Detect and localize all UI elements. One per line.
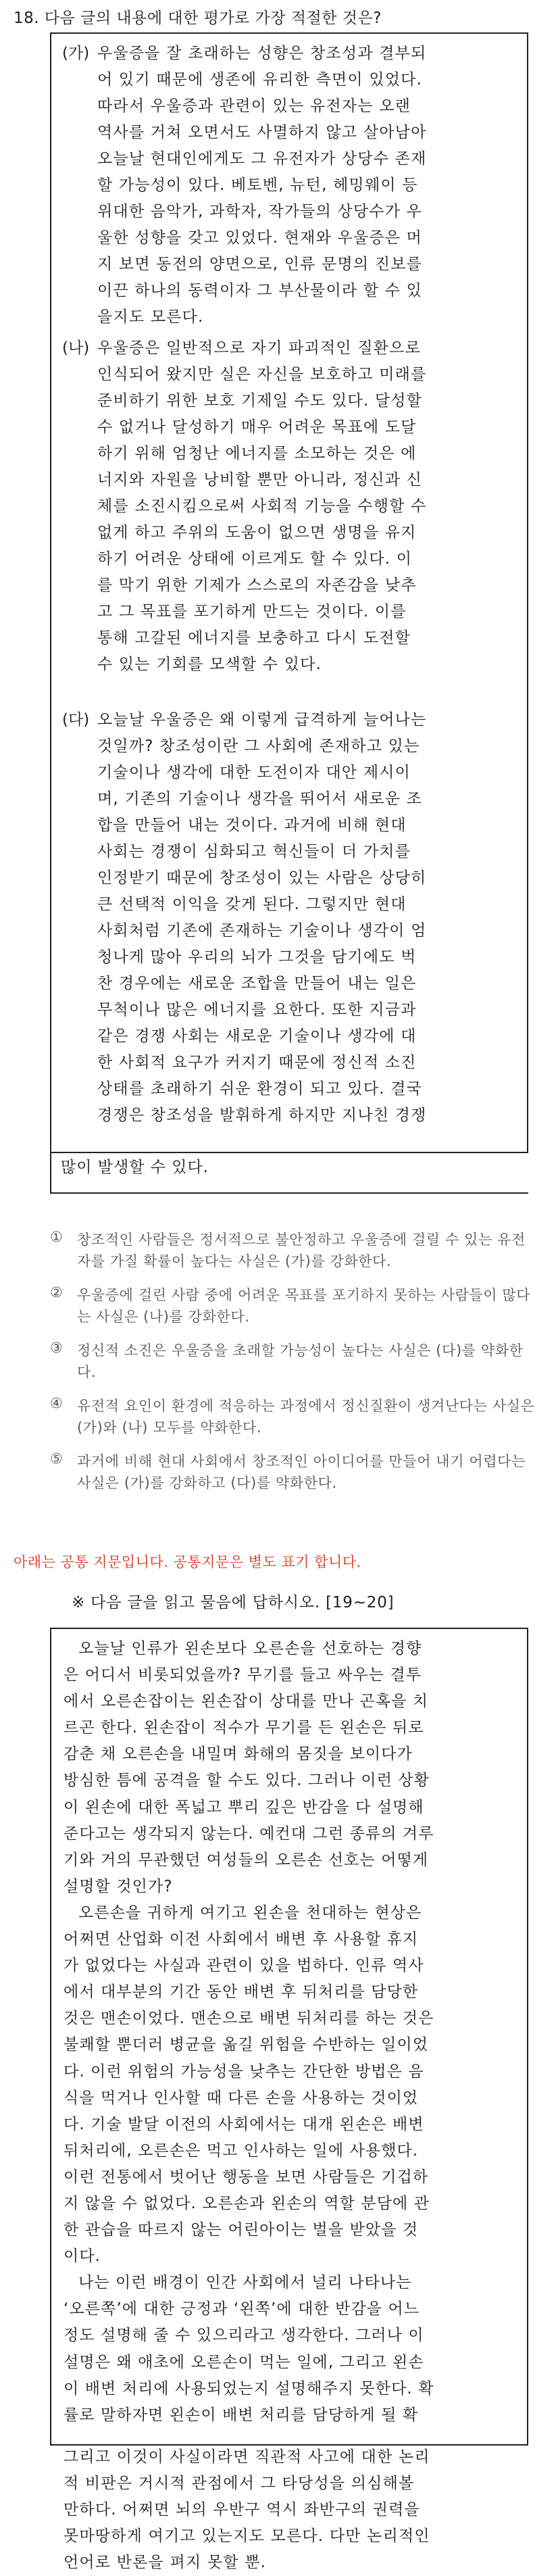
shared-passage-line: 이 왼손에 대한 폭넓고 뿌리 깊은 반감을 다 설명해 xyxy=(64,1798,424,1816)
answer-choice-1[interactable] xyxy=(50,1229,536,1272)
passage-line: 같은 경쟁 사회는 새로운 기술이나 생각에 대 xyxy=(97,1027,417,1045)
passage-line: 합을 만들어 내는 것이다. 과거에 비해 현대 xyxy=(97,817,407,834)
shared-passage-line: 이다. xyxy=(64,2247,101,2266)
shared-passage-line: 어쩌면 산업화 이전 사회에서 배변 후 사용할 휴지 xyxy=(64,1930,419,1949)
shared-passage-line: 정도 설명해 줄 수 있으리라고 생각한다. 그러나 이 xyxy=(64,2327,424,2345)
shared-passage-line: 에서 대부분의 기간 동안 배변 후 뒤처리를 담당한 xyxy=(64,1983,419,2001)
passage-line: 를 막기 위한 기제가 스스로의 자존감을 낮추 xyxy=(97,577,417,594)
shared-passage-line: 그리고 이것이 사실이라면 직관적 사고에 대한 논리 xyxy=(64,2448,430,2466)
shared-passage-line: 적 비판은 거시적 관점에서 그 타당성을 의심해볼 xyxy=(64,2475,415,2492)
passage-line: 우울증을 잘 초래하는 성향은 창조성과 결부되 xyxy=(97,45,427,62)
choice-number: ④ xyxy=(50,1395,63,1411)
shared-passage-line: 뒤처리에, 오른손은 먹고 인사하는 일에 사용했다. xyxy=(64,2141,419,2160)
passage-line: 수 없거나 달성하기 매우 어려운 목표에 도달 xyxy=(97,418,417,436)
answer-choice-4[interactable] xyxy=(50,1395,536,1438)
shared-passage-line: 식을 먹거나 인사할 때 다른 손을 사용하는 것이었 xyxy=(64,2089,419,2107)
shared-passage-line: 언어로 반론을 펴지 못할 뿐. xyxy=(64,2554,267,2571)
shared-passage-line: 오른손을 귀하게 여기고 왼손을 천대하는 현상은 xyxy=(78,1903,422,1922)
passage-line: 우울증은 일반적으로 자기 파괴적인 질환으로 xyxy=(97,339,421,357)
passage-line: 하기 위해 엄청난 에너지를 소모하는 것은 에 xyxy=(97,445,417,462)
passage-line: 수 있는 기회를 모색할 수 있다. xyxy=(97,656,322,673)
passage-line: 상태를 초래하기 쉬운 환경이 되고 있다. 결국 xyxy=(97,1080,423,1098)
shared-passage-line: 은 어디서 비롯되었을까? 무기를 들고 싸우는 결투 xyxy=(64,1666,422,1684)
passage-line: 역사를 거쳐 오면서도 사멸하지 않고 살아남아 xyxy=(97,124,427,141)
shared-passage-line: 설명은 왜 애초에 오른손이 먹는 일에, 그리고 왼손 xyxy=(64,2353,424,2371)
passage-line: 너지와 자원을 낭비할 뿐만 아니라, 정신과 신 xyxy=(97,471,423,489)
paragraph-text xyxy=(97,707,427,1129)
shared-passage-line: 기와 거의 무관했던 여성들의 오른손 선호는 어떻게 xyxy=(64,1851,429,1869)
shared-passage-line: 한 관습을 따르지 않는 어린아이는 벌을 받았을 것 xyxy=(64,2221,419,2239)
passage-line: 지 보면 동전의 양면으로, 인류 문명의 진보를 xyxy=(97,256,423,273)
shared-passage-line: 오늘날 인류가 왼손보다 오른손을 선호하는 경향 xyxy=(78,1640,422,1657)
passage-line: 따라서 우울증과 관련이 있는 유전자는 오랜 xyxy=(97,97,411,115)
passage-continuation-line: 많이 발생할 수 있다. xyxy=(61,1159,209,1176)
passage-line: 청나게 많아 우리의 뇌가 그것을 담기에도 벅 xyxy=(97,948,417,966)
passage-line: 을지도 모른다. xyxy=(97,308,204,326)
answer-choice-3[interactable] xyxy=(50,1340,536,1383)
shared-passage-line: 다. 이런 위험의 가능성을 낮추는 간단한 방법은 음 xyxy=(64,2062,424,2081)
passage-line: 큰 선택적 이익을 갖게 된다. 그렇지만 현대 xyxy=(97,896,407,913)
shared-passage-line: 지 않을 수 없었다. 오른손과 왼손의 역할 분담에 관 xyxy=(64,2194,430,2212)
passage-line: 하기 어려운 상태에 이르게도 할 수 있다. 이 xyxy=(97,550,413,568)
shared-passage-line: 못마땅하게 여기고 있는지도 모른다. 다만 논리적인 xyxy=(64,2527,430,2545)
shared-passage-line: 다. 기술 발달 이전의 사회에서는 대개 왼손은 배변 xyxy=(64,2115,424,2133)
passage-line: 오늘날 현대인에게도 그 유전자가 상당수 존재 xyxy=(97,150,427,168)
passage-line: 울한 성향을 갖고 있었다. 현재와 우울증은 머 xyxy=(97,229,423,247)
choice-number: ③ xyxy=(50,1340,63,1356)
choice-number: ⑤ xyxy=(50,1451,63,1467)
passage-line: 어 있기 때문에 생존에 유리한 측면이 있었다. xyxy=(97,71,423,89)
shared-passage-notice: 아래는 공통 지문입니다. 공통지문은 별도 표기 합니다. xyxy=(14,1554,361,1570)
shared-passage-line: 이런 전통에서 벗어난 행동을 보면 사람들은 기겁하 xyxy=(64,2168,429,2186)
passage-line: 없게 하고 주위의 도움이 없으면 생명을 유지 xyxy=(97,524,417,541)
shared-passage-line: 감춘 채 오른손을 내밀며 화해의 몸짓을 보이다가 xyxy=(64,1745,413,1764)
shared-passage-line: 률로 말하자면 왼손이 배변 처리를 담당하게 될 확 xyxy=(64,2406,419,2424)
paragraph-label: (다) xyxy=(62,711,90,729)
shared-passage-line: 것은 맨손이었다. 맨손으로 배변 뒤처리를 하는 것은 xyxy=(64,2010,434,2028)
shared-passage-line: 불쾌할 뿐더러 병균을 옮길 위험을 수반하는 일이었 xyxy=(64,2036,429,2054)
passage-line: 인식되어 왔지만 실은 자신을 보호하고 미래를 xyxy=(97,366,427,383)
shared-passage-line: 가 없었다는 사실과 관련이 있을 법하다. 인류 역사 xyxy=(64,1957,424,1975)
paragraph-text xyxy=(97,41,427,331)
shared-passage-line: 르곤 한다. 왼손잡이 적수가 무기를 든 왼손은 뒤로 xyxy=(64,1719,424,1737)
passage-line: 기술이나 생각에 대한 도전이자 대안 제시이 xyxy=(97,764,411,781)
passage-line: 체를 소진시킴으로써 사회적 기능을 수행할 수 xyxy=(97,497,427,515)
passage-line: 경쟁은 창조성을 발휘하게 하지만 지나친 경쟁 xyxy=(97,1107,427,1124)
answer-choice-5[interactable] xyxy=(50,1451,536,1494)
choice-text: 우울증에 걸린 사람 중에 어려운 목표를 포기하지 못하는 사람들이 많다는 사실은 (나)를 강화한다. xyxy=(77,1287,531,1325)
choice-text: 유전적 요인이 환경에 적응하는 과정에서 정신질환이 생겨난다는 사실은 (가)와 (나) 모두를 약화한다. xyxy=(77,1398,535,1436)
passage-line: 찬 경우에는 새로운 조합을 만들어 내는 일은 xyxy=(97,975,417,992)
passage-line: 무척이나 많은 에너지를 요한다. 또한 지금과 xyxy=(97,1001,417,1019)
shared-passage-line: 설명할 것인가? xyxy=(64,1877,173,1895)
choice-text: 창조적인 사람들은 정서적으로 불안정하고 우울증에 걸릴 수 있는 유전자를 가질 확률이 높다는 사실은 (가)를 강화한다. xyxy=(77,1232,526,1269)
shared-passage-line: ‘오른쪽’에 대한 긍정과 ‘왼쪽’에 대한 반감을 어느 xyxy=(64,2300,420,2318)
passage-line: 한 사회적 요구가 커지기 때문에 정신적 소진 xyxy=(97,1054,417,1071)
shared-passage-line: 준다고는 생각되지 않는다. 예컨대 그런 종류의 겨루 xyxy=(64,1824,434,1843)
passage-line: 할 가능성이 있다. 베토벤, 뉴턴, 헤밍웨이 등 xyxy=(97,176,418,194)
paragraph-label: (가) xyxy=(62,45,90,62)
paragraph-text xyxy=(97,335,427,678)
shared-passage-line: 나는 이런 배경이 인간 사회에서 널리 나타나는 xyxy=(78,2274,412,2292)
shared-passage-line: 에서 오른손잡이는 왼손잡이 상대를 만나 곤혹을 치 xyxy=(64,1693,429,1711)
answer-choice-2[interactable] xyxy=(50,1284,536,1328)
passage-line: 며, 기존의 기술이나 생각을 뛰어서 새로운 조 xyxy=(97,790,423,808)
passage-line: 고 그 목표를 포기하게 만드는 것이다. 이를 xyxy=(97,603,407,621)
shared-passage-line: 방심한 틈에 공격을 할 수도 있다. 그러나 이런 상황 xyxy=(64,1772,430,1790)
passage-line: 사회는 경쟁이 심화되고 혁신들이 더 가치를 xyxy=(97,843,411,860)
passage-line: 오늘날 우울증은 왜 이렇게 급격하게 늘어나는 xyxy=(97,711,427,729)
answer-choices xyxy=(50,1229,536,1506)
passage-line: 이끈 하나의 동력이자 그 부산물이라 할 수 있 xyxy=(97,282,423,299)
shared-passage-line: 이 배변 처리에 사용되었는지 설명해주지 못한다. 확 xyxy=(64,2379,434,2398)
shared-passage-continuation xyxy=(50,2444,489,2576)
passage-line: 준비하기 위한 보호 기제일 수도 있다. 달성할 xyxy=(97,392,423,410)
passage-line: 위대한 음악가, 과학자, 작가들의 상당수가 우 xyxy=(97,203,423,220)
passage-line: 사회처럼 기존에 존재하는 기술이나 생각이 엄 xyxy=(97,922,427,940)
reading-instruction: ※ 다음 글을 읽고 물음에 답하시오. [19~20] xyxy=(72,1594,395,1611)
paragraph-label: (나) xyxy=(62,339,90,357)
passage-line: 것일까? 창조성이란 그 사회에 존재하고 있는 xyxy=(97,737,420,755)
choice-number: ② xyxy=(50,1284,63,1301)
choice-number: ① xyxy=(50,1229,63,1245)
passage-line: 통해 고갈된 에너지를 보충하고 다시 도전할 xyxy=(97,629,411,647)
shared-passage-text xyxy=(64,1636,434,2429)
choice-text: 과거에 비해 현대 사회에서 창조적인 아이디어를 만들어 내기 어렵다는 사실은 (가)를 강화하고 (다)를 약화한다. xyxy=(77,1453,526,1491)
choice-text: 정신적 소진은 우울증을 초래할 가능성이 높다는 사실은 (다)를 약화한다. xyxy=(77,1342,524,1380)
question-title: 18. 다음 글의 내용에 대한 평가로 가장 적절한 것은? xyxy=(14,9,382,27)
passage-line: 인정받기 때문에 창조성이 있는 사람은 상당히 xyxy=(97,869,427,887)
shared-passage-line: 만하다. 어쩌면 뇌의 우반구 역시 좌반구의 권력을 xyxy=(64,2501,420,2519)
